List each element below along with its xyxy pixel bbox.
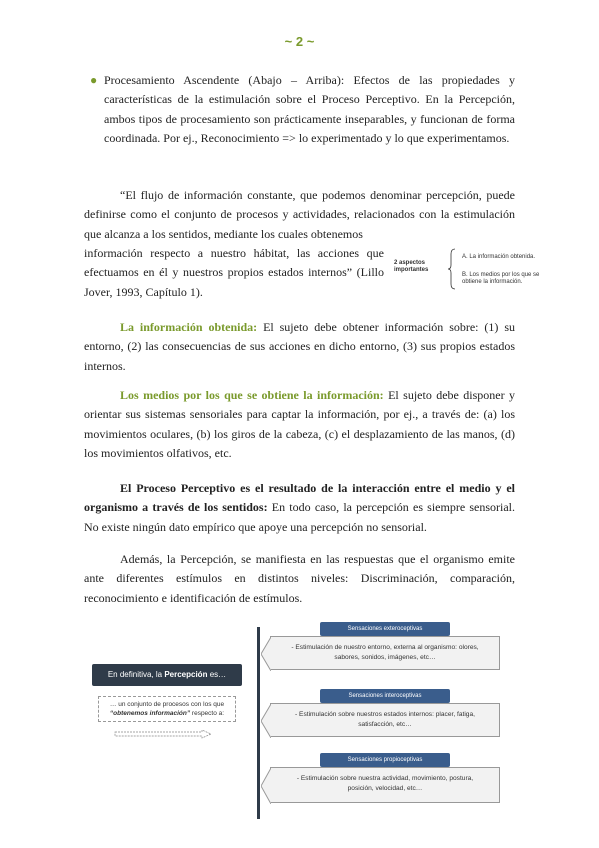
aspect-a: A. La información obtenida.: [462, 254, 536, 260]
medios-text: El sujeto debe disponer y orientar sus sistemas sensoriales para captar la información, por ej., a través de: (a) los movimientos oculares, (b) los giros de la cabeza, (c) el desplazamiento de las manos, (d) los movimientos olfativos, etc.: [84, 388, 516, 460]
definition-title-bold: Percepción: [164, 670, 208, 679]
ademas-paragraph: Además, la Percepción, se manifiesta en las respuestas que el organismo emite ante diferentes estímulos en distintos niveles: Discriminación, comparación, reconocimiento e identificación de estímulos.: [84, 552, 515, 605]
proceso-text: En todo caso, la percepción es siempre sensorial. No existe ningún dato empírico que apoye una percepción no sensorial.: [84, 500, 515, 534]
bullet-icon: ●: [90, 73, 98, 87]
perception-diagram: [84, 612, 524, 822]
definition-subtext: [98, 696, 236, 722]
info-obtenida-paragraph: [84, 318, 515, 376]
quote-lead: “El flujo de información constante, que podemos denominar percepción, puede definirse como el conjunto de procesos y actividades, relacionados con la estimulación que alcanza a los sentidos, mediante los cuales obtenemos: [84, 188, 515, 241]
quote-rest: información respecto a nuestro hábitat, las acciones que efectuamos en él y nuestros propios estados internos” (Lillo Jover, 1993, Capítulo 1).: [84, 246, 384, 299]
definition-box: [92, 664, 242, 686]
definition-title-pre: En definitiva, la: [107, 670, 165, 679]
category-text-exteroceptive: - Estimulación de nuestro entorno, externa al organismo: olores, sabores, sonidos, imágenes, etc…: [291, 644, 479, 661]
aspects-diagram: [394, 248, 554, 290]
bullet-item: [90, 71, 515, 148]
divider-line: [257, 627, 260, 819]
left-arrow-tip-icon: [261, 637, 271, 671]
category-box-interoceptive: [270, 703, 500, 737]
info-obtenida-heading: La información obtenida:: [120, 320, 258, 334]
bullet-text: Procesamiento Ascendente (Abajo – Arriba): Efectos de las propiedades y características de la estimulación sobre el Proceso Perceptivo. En la Percepción, ambos tipos de procesamiento son prácticamente inseparables, y funcionan de forma coordinada. Por ej., Reconocimiento => lo experimentado y lo que experimentamos.: [104, 73, 515, 145]
category-box-exteroceptive: [270, 636, 500, 670]
category-tab-exteroceptive: Sensaciones exteroceptivas: [320, 622, 450, 636]
page-number: ~ 2 ~: [284, 34, 315, 49]
medios-heading: Los medios por los que se obtiene la información:: [120, 388, 384, 402]
info-obtenida-text: El sujeto debe obtener información sobre: (1) su entorno, (2) las consecuencias de sus acciones en dicho entorno, (3) sus propios estados internos.: [84, 320, 515, 373]
category-text-interoceptive: - Estimulación sobre nuestros estados internos: placer, fatiga, satisfacción, etc…: [295, 711, 475, 728]
medios-paragraph: [84, 386, 515, 463]
left-arrow-tip-icon: [261, 704, 271, 738]
category-box-proprioceptive: [270, 767, 500, 803]
proceso-heading: El Proceso Perceptivo es el resultado de la interacción entre el medio y el organismo a través de los sentidos:: [84, 481, 515, 515]
left-arrow-tip-icon: [261, 768, 271, 804]
aspect-b: B. Los medios por los que se obtiene la información.: [462, 272, 540, 285]
category-tab-proprioceptive: Sensaciones propioceptivas: [320, 753, 450, 767]
definition-sub-pre: … un conjunto de procesos con los que: [109, 701, 225, 708]
aspects-label: 2 aspectos importantes: [394, 260, 429, 273]
definition-title-post: es…: [207, 670, 227, 679]
proceso-paragraph: [84, 479, 515, 537]
definition-sub-italic: “obtenemos información”: [109, 710, 191, 717]
definition-sub-post: respecto a:: [190, 710, 225, 717]
brace-icon: [448, 248, 456, 290]
category-tab-interoceptive: Sensaciones interoceptivas: [320, 689, 450, 703]
category-text-proprioceptive: - Estimulación sobre nuestra actividad, movimiento, postura, posición, velocidad, etc…: [296, 775, 474, 792]
right-arrow-icon: [114, 729, 212, 739]
